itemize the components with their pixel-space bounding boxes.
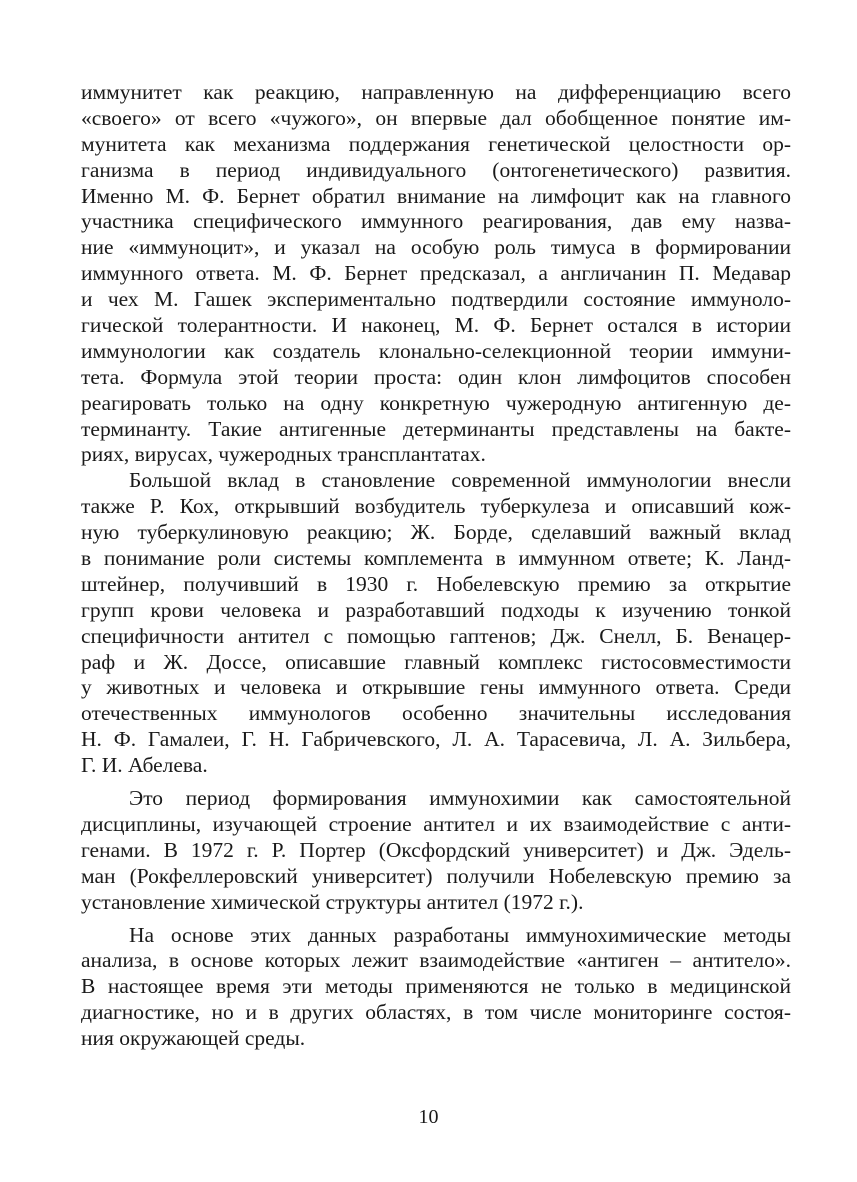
paragraph-3	[81, 786, 791, 915]
text-line: ную туберкулиновую реакцию; Ж. Борде, сделавший важный вклад	[81, 520, 791, 545]
body-text	[81, 80, 791, 1052]
text-line: Г. И. Абелева.	[81, 753, 208, 778]
text-line: дисциплины, изучающей строение антител и их взаимодействие с анти-	[81, 811, 791, 836]
text-line: гической толерантности. И наконец, М. Ф. Бернет остался в истории	[81, 313, 791, 338]
text-line: иммунологии как создатель клонально-селекционной теории иммуни-	[81, 338, 791, 363]
text-line: терминанту. Такие антигенные детерминанты представлены на бакте-	[81, 416, 791, 441]
text-line: генами. В 1972 г. Р. Портер (Оксфордский университет) и Дж. Эдель-	[81, 837, 791, 862]
text-line: реагировать только на одну конкретную чужеродную антигенную де-	[81, 390, 791, 415]
text-line: Большой вклад в становление современной иммунологии внесли	[129, 468, 791, 493]
text-line: установление химической структуры антител (1972 г.).	[81, 889, 584, 914]
text-line: Н. Ф. Гамалеи, Г. Н. Габричевского, Л. А. Тарасевича, Л. А. Зильбера,	[81, 727, 791, 752]
paragraph-gap	[81, 779, 791, 786]
text-line: отечественных иммунологов особенно значительны исследования	[81, 701, 791, 726]
text-line: специфичности антител с помощью гаптенов; Дж. Снелл, Б. Венацер-	[81, 623, 791, 648]
text-line: у животных и человека и открывшие гены иммунного ответа. Среди	[81, 675, 791, 700]
text-line: также Р. Кох, открывший возбудитель туберкулеза и описавший кож-	[81, 494, 791, 519]
text-line: мунитета как механизма поддержания генетической целостности ор-	[81, 131, 791, 156]
text-line: анализа, в основе которых лежит взаимодействие «антиген – антитело».	[81, 948, 791, 973]
text-line: иммунного ответа. М. Ф. Бернет предсказал, а англичанин П. Медавар	[81, 261, 791, 286]
text-line: иммунитет как реакцию, направленную на дифференциацию всего	[81, 80, 791, 104]
text-line: участника специфического иммунного реагирования, дав ему назва-	[81, 209, 791, 234]
text-line: «своего» от всего «чужого», он впервые дал обобщенное понятие им-	[81, 105, 791, 130]
text-line: ман (Рокфеллеровский университет) получили Нобелевскую премию за	[81, 863, 791, 888]
text-line: диагностике, но и в других областях, в том числе мониторинге состоя-	[81, 1000, 791, 1025]
paragraph-4	[81, 923, 791, 1052]
text-line: ния окружающей среды.	[81, 1026, 306, 1051]
page-number: 10	[418, 1106, 439, 1128]
text-line: В настоящее время эти методы применяются не только в медицинской	[81, 974, 791, 999]
paragraph-1	[81, 80, 791, 468]
text-line: Именно М. Ф. Бернет обратил внимание на лимфоцит как на главного	[81, 183, 791, 208]
text-line: групп крови человека и разработавший подходы к изучению тонкой	[81, 597, 791, 622]
text-line: тета. Формула этой теории проста: один клон лимфоцитов способен	[81, 364, 791, 389]
text-line: На основе этих данных разработаны иммунохимические методы	[129, 922, 791, 947]
text-line: риях, вирусах, чужеродных трансплантатах.	[81, 442, 486, 467]
text-line: в понимание роли системы комплемента в иммунном ответе; К. Ланд-	[81, 546, 791, 571]
text-line: Это период формирования иммунохимии как самостоятельной	[129, 786, 791, 811]
paragraph-gap	[81, 916, 791, 923]
text-line: штейнер, получивший в 1930 г. Нобелевскую премию за открытие	[81, 571, 791, 596]
text-line: ганизма в период индивидуального (онтогенетического) развития.	[81, 157, 791, 182]
text-line: и чех М. Гашек экспериментально подтвердили состояние иммуноло-	[81, 287, 791, 312]
paragraph-2	[81, 468, 791, 779]
text-line: ние «иммуноцит», и указал на особую роль тимуса в формировании	[81, 235, 791, 260]
text-line: раф и Ж. Доссе, описавшие главный комплекс гистосовместимости	[81, 649, 791, 674]
